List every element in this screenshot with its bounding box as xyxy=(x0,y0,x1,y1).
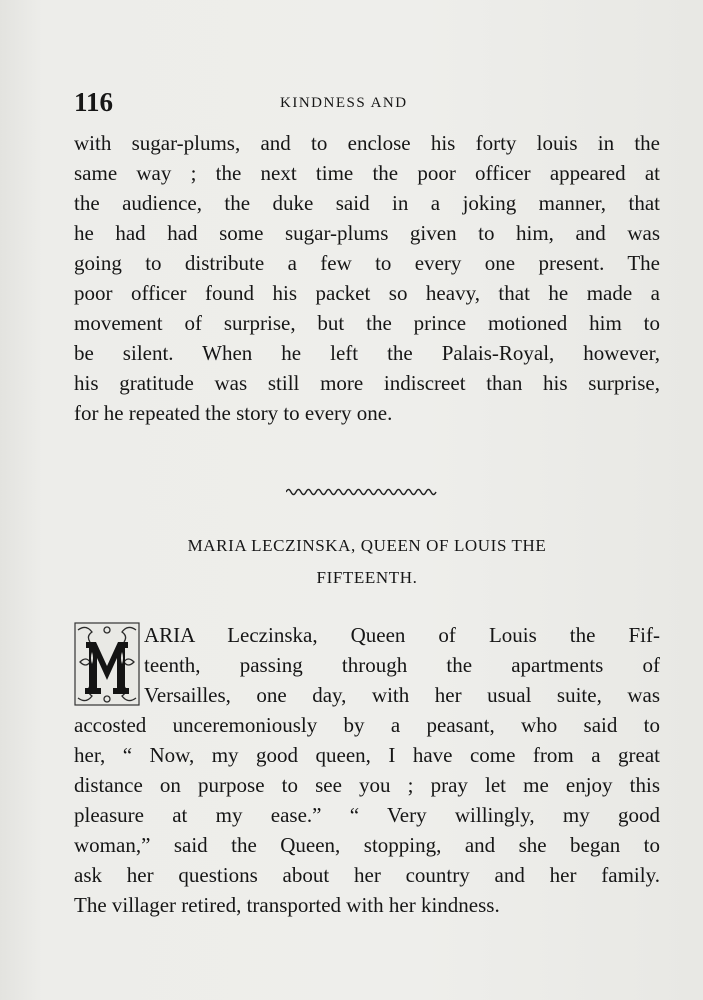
text-line: same way ; the next time the poor officer appeared at xyxy=(74,161,660,185)
paragraph-maria-story xyxy=(74,620,660,920)
text-line: poor officer found his packet so heavy, that he made a xyxy=(74,281,660,305)
text-line: with sugar-plums, and to enclose his forty louis in the xyxy=(74,131,660,155)
text-line: woman,” said the Queen, stopping, and she began to xyxy=(74,833,660,857)
page-number: 116 xyxy=(74,87,114,117)
text-line: Versailles, one day, with her usual suite, was xyxy=(144,683,660,707)
wavy-rule-ornament xyxy=(286,485,438,499)
text-line: movement of surprise, but the prince motioned him to xyxy=(74,311,660,335)
running-head: KINDNESS AND xyxy=(280,95,408,111)
section-heading-continued: FIFTEENTH. xyxy=(316,568,418,587)
section-heading: MARIA LECZINSKA, QUEEN OF LOUIS THE xyxy=(187,536,547,555)
text-line: be silent. When he left the Palais-Royal, however, xyxy=(74,341,660,365)
text-line: her, “ Now, my good queen, I have come from a great xyxy=(74,743,660,767)
text-line: The villager retired, transported with her kindness. xyxy=(74,893,500,917)
paragraph-duke-story xyxy=(74,128,660,428)
text-line: ARIA Leczinska, Queen of Louis the Fif- xyxy=(144,623,660,647)
text-line: distance on purpose to see you ; pray let me enjoy this xyxy=(74,773,660,797)
text-line: for he repeated the story to every one. xyxy=(74,401,393,425)
text-line: accosted unceremoniously by a peasant, who said to xyxy=(74,713,660,737)
text-line: ask her questions about her country and her family. xyxy=(74,863,660,887)
page-header xyxy=(74,86,659,118)
text-line: pleasure at my ease.” “ Very willingly, my good xyxy=(74,803,660,827)
text-line: his gratitude was still more indiscreet than his surprise, xyxy=(74,371,660,395)
text-line: teenth, passing through the apartments of xyxy=(144,653,660,677)
text-line: he had had some sugar-plums given to him, and was xyxy=(74,221,660,245)
text-line: going to distribute a few to every one present. The xyxy=(74,251,660,275)
text-line: the audience, the duke said in a joking manner, that xyxy=(74,191,660,215)
